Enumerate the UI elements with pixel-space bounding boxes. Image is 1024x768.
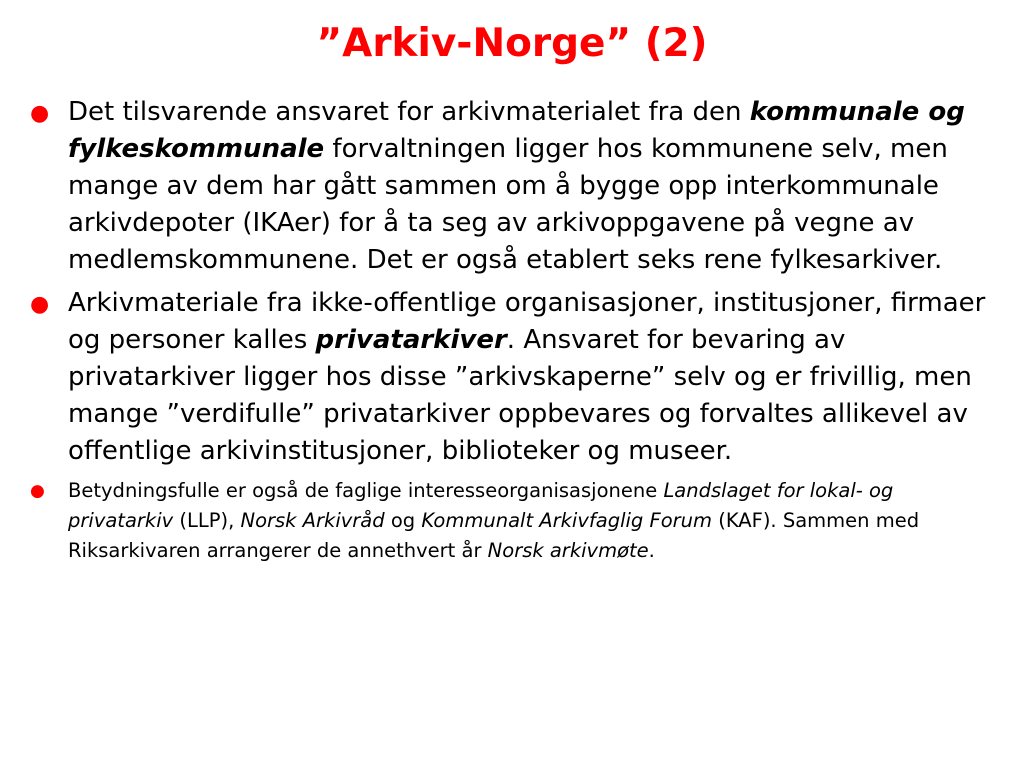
- slide-title: ”Arkiv-Norge” (2): [316, 21, 708, 66]
- bullet-text: Arkivmateriale fra ikke-offentlige organisasjoner, institusjoner, firmaer og personer kalles: [68, 288, 986, 355]
- bullet-icon: ●: [30, 292, 50, 317]
- organization-name: Kommunalt Arkivfaglig Forum: [421, 509, 713, 532]
- bullet-emphasis: kommunale og fylkeskommunale: [68, 97, 965, 164]
- bullet-text: .: [648, 539, 655, 562]
- organization-name: Landslaget for lokal- og privatarkiv: [68, 479, 894, 532]
- bullet-text: (KAF). Sammen med Riksarkivaren arrangerer de annethvert år: [68, 509, 920, 562]
- bullet-text: forvaltningen ligger hos kommunene selv, men mange av dem har gått sammen om å bygge opp interkommunale arkivdepoter (IKAer) for å ta seg av arkivoppgavene på vegne av medlemskommunene. Det er også etablert seks rene fylkesarkiver.: [68, 134, 948, 275]
- list-item: [30, 476, 1000, 566]
- bullet-text: . Ansvaret for bevaring av privatarkiver ligger hos disse ”arkivskaperne” selv og er frivillig, men mange ”verdifulle” privatarkiver oppbevares og forvaltes allikevel av offentlige arkivinstitusjoner, biblioteker og museer.: [68, 325, 972, 466]
- bullet-emphasis: privatarkiver: [315, 325, 507, 355]
- bullet-text: og: [384, 509, 422, 532]
- event-name: Norsk arkivmøte: [487, 539, 649, 562]
- bullet-text: (LLP),: [173, 509, 241, 532]
- list-item: [30, 285, 1000, 470]
- list-item: [30, 94, 1000, 279]
- organization-name: Norsk Arkivråd: [240, 509, 385, 532]
- bullet-text: Det tilsvarende ansvaret for arkivmaterialet fra den: [68, 97, 750, 127]
- bullet-icon: ●: [30, 481, 45, 501]
- bullet-list: [30, 94, 1000, 566]
- bullet-text: Betydningsfulle er også de faglige interesseorganisasjonene: [68, 479, 664, 502]
- bullet-icon: ●: [30, 101, 50, 126]
